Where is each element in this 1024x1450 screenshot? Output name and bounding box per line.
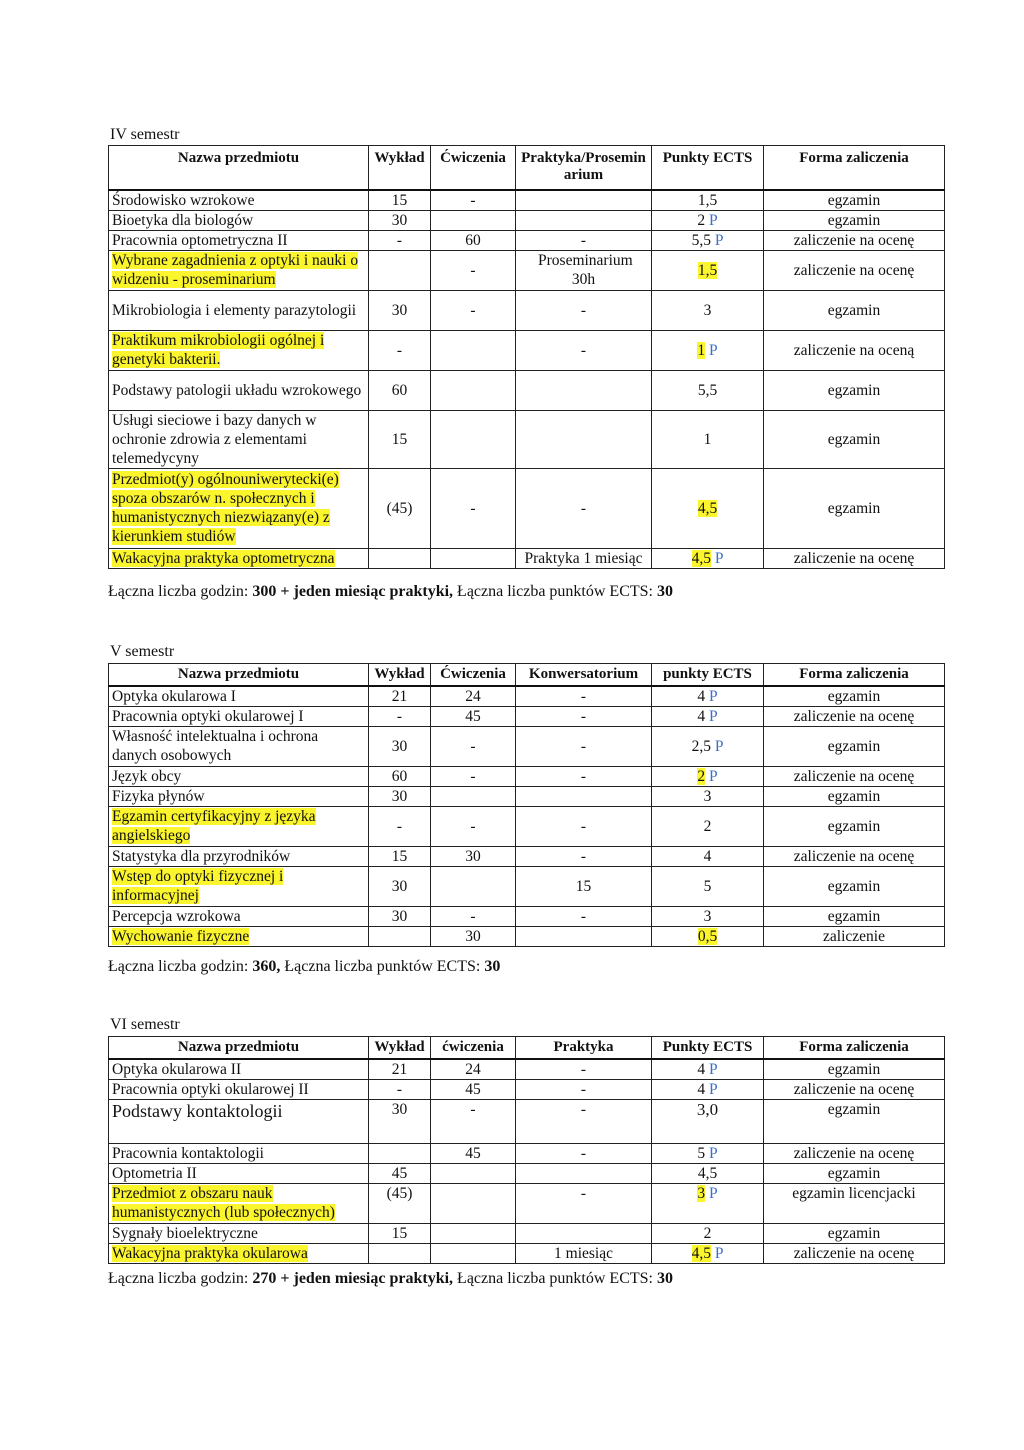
ects-cell bbox=[652, 210, 764, 230]
praktyka-cell: - bbox=[516, 1183, 652, 1223]
cwiczenia-cell: - bbox=[431, 906, 516, 926]
ects-value: 1 bbox=[703, 430, 712, 448]
table-row bbox=[109, 1183, 945, 1223]
ects-cell bbox=[652, 846, 764, 866]
table-row bbox=[109, 846, 945, 866]
ects-cell bbox=[652, 726, 764, 766]
subject-name: Optyka okularowa II bbox=[109, 1059, 369, 1080]
semester-iv-title: IV semestr bbox=[110, 126, 180, 143]
wyklad-cell: - bbox=[369, 1079, 431, 1099]
praktyka-cell: - bbox=[516, 230, 652, 250]
subject-name-text: Wychowanie fizyczne bbox=[112, 927, 250, 945]
forma-cell: egzamin bbox=[764, 468, 945, 548]
summary-hours-value: 300 + jeden miesiąc praktyki, bbox=[252, 583, 454, 600]
subject-name: Bioetyka dla biologów bbox=[109, 210, 369, 230]
cwiczenia-cell bbox=[431, 370, 516, 410]
subject-name: Środowisko wzrokowe bbox=[109, 190, 369, 211]
subject-name-text: Przedmiot z obszaru nauk humanistycznych (lub społecznych) bbox=[112, 1185, 335, 1221]
subject-name bbox=[109, 806, 369, 846]
ects-value: 1,5 bbox=[697, 191, 718, 209]
table-header-row bbox=[109, 146, 945, 190]
ects-value: 5 bbox=[703, 877, 712, 895]
table-row bbox=[109, 370, 945, 410]
table-row bbox=[109, 1243, 945, 1263]
ects-cell bbox=[652, 468, 764, 548]
ects-p-marker: P bbox=[709, 1144, 718, 1162]
semester-v-title: V semestr bbox=[110, 643, 175, 660]
subject-name bbox=[109, 548, 369, 568]
summary-ects-label: Łączna liczba punktów ECTS: bbox=[457, 583, 657, 600]
subject-name: Fizyka płynów bbox=[109, 786, 369, 806]
summary-ects-label: Łączna liczba punktów ECTS: bbox=[457, 1270, 657, 1287]
table-row bbox=[109, 190, 945, 211]
cwiczenia-cell: 24 bbox=[431, 1059, 516, 1080]
ects-cell bbox=[652, 548, 764, 568]
forma-cell: egzamin bbox=[764, 190, 945, 211]
forma-cell: egzamin bbox=[764, 210, 945, 230]
table-row bbox=[109, 706, 945, 726]
ects-value: 5,5 bbox=[697, 381, 718, 399]
forma-cell: egzamin bbox=[764, 410, 945, 468]
summary-ects-value: 30 bbox=[656, 583, 673, 600]
cwiczenia-cell: 24 bbox=[431, 686, 516, 707]
praktyka-cell: 1 miesiąc bbox=[516, 1243, 652, 1263]
wyklad-cell: 45 bbox=[369, 1163, 431, 1183]
forma-cell: egzamin bbox=[764, 1099, 945, 1143]
wyklad-cell: 21 bbox=[369, 686, 431, 707]
table-row bbox=[109, 290, 945, 330]
subject-name: Mikrobiologia i elementy parazytologii bbox=[109, 290, 369, 330]
cwiczenia-cell bbox=[431, 210, 516, 230]
col-header-wyklad: Wykład bbox=[369, 1037, 431, 1059]
semester-vi-summary bbox=[108, 1270, 673, 1288]
ects-value: 2 bbox=[703, 1224, 712, 1242]
ects-cell bbox=[652, 330, 764, 370]
table-row bbox=[109, 766, 945, 786]
cwiczenia-cell: - bbox=[431, 290, 516, 330]
summary-ects-value: 30 bbox=[484, 958, 501, 975]
cwiczenia-cell: - bbox=[431, 468, 516, 548]
cwiczenia-cell: - bbox=[431, 190, 516, 211]
wyklad-cell: - bbox=[369, 806, 431, 846]
cwiczenia-cell bbox=[431, 1163, 516, 1183]
ects-value: 2,5 bbox=[691, 737, 711, 755]
ects-value: 3 bbox=[703, 907, 712, 925]
wyklad-cell bbox=[369, 548, 431, 568]
wyklad-cell: 30 bbox=[369, 866, 431, 906]
ects-cell bbox=[652, 370, 764, 410]
cwiczenia-cell: 45 bbox=[431, 706, 516, 726]
table-row bbox=[109, 250, 945, 290]
ects-value: 3 bbox=[697, 1184, 706, 1202]
table-row bbox=[109, 1099, 945, 1143]
ects-cell bbox=[652, 926, 764, 946]
ects-value: 4 bbox=[697, 687, 706, 705]
wyklad-cell bbox=[369, 1243, 431, 1263]
ects-cell bbox=[652, 806, 764, 846]
cwiczenia-cell: 30 bbox=[431, 926, 516, 946]
col-header-praktyka: Praktyka/Proseminarium bbox=[516, 146, 652, 190]
forma-cell: zaliczenie na ocenę bbox=[764, 766, 945, 786]
forma-cell: egzamin bbox=[764, 906, 945, 926]
forma-cell: zaliczenie na oceną bbox=[764, 330, 945, 370]
ects-cell bbox=[652, 290, 764, 330]
subject-name: Pracownia kontaktologii bbox=[109, 1143, 369, 1163]
praktyka-cell: - bbox=[516, 330, 652, 370]
table-row bbox=[109, 926, 945, 946]
summary-hours-label: Łączna liczba godzin: bbox=[108, 958, 253, 975]
ects-cell bbox=[652, 706, 764, 726]
wyklad-cell: 15 bbox=[369, 410, 431, 468]
forma-cell: egzamin bbox=[764, 290, 945, 330]
forma-cell: zaliczenie na ocenę bbox=[764, 706, 945, 726]
ects-cell bbox=[652, 766, 764, 786]
ects-p-marker: P bbox=[714, 231, 724, 249]
praktyka-cell: - bbox=[516, 1143, 652, 1163]
wyklad-cell: - bbox=[369, 330, 431, 370]
ects-cell bbox=[652, 190, 764, 211]
table-row bbox=[109, 468, 945, 548]
forma-cell: zaliczenie bbox=[764, 926, 945, 946]
konwersatorium-cell: - bbox=[516, 726, 652, 766]
col-header-cwiczenia: Ćwiczenia bbox=[431, 664, 516, 686]
table-row bbox=[109, 410, 945, 468]
semester-iv-summary bbox=[108, 583, 673, 601]
cwiczenia-cell: - bbox=[431, 1099, 516, 1143]
ects-cell bbox=[652, 1059, 764, 1080]
forma-cell: zaliczenie na ocenę bbox=[764, 548, 945, 568]
forma-cell: zaliczenie na ocenę bbox=[764, 250, 945, 290]
ects-value: 5 bbox=[697, 1144, 706, 1162]
praktyka-cell: - bbox=[516, 1059, 652, 1080]
subject-name: Własność intelektualna i ochrona danych osobowych bbox=[109, 726, 369, 766]
forma-cell: egzamin bbox=[764, 1223, 945, 1243]
forma-cell: zaliczenie na ocenę bbox=[764, 1079, 945, 1099]
cwiczenia-cell: 45 bbox=[431, 1143, 516, 1163]
konwersatorium-cell: - bbox=[516, 906, 652, 926]
ects-cell bbox=[652, 1163, 764, 1183]
wyklad-cell: 30 bbox=[369, 1099, 431, 1143]
cwiczenia-cell: - bbox=[431, 250, 516, 290]
ects-cell bbox=[652, 1243, 764, 1263]
subject-name: Podstawy patologii układu wzrokowego bbox=[109, 370, 369, 410]
cwiczenia-cell bbox=[431, 1223, 516, 1243]
forma-cell: egzamin bbox=[764, 1163, 945, 1183]
wyklad-cell: 15 bbox=[369, 846, 431, 866]
ects-p-marker: P bbox=[709, 767, 718, 785]
subject-name bbox=[109, 468, 369, 548]
ects-cell bbox=[652, 686, 764, 707]
ects-value: 3 bbox=[703, 301, 712, 319]
ects-value: 4 bbox=[697, 1080, 706, 1098]
subject-name bbox=[109, 250, 369, 290]
ects-p-marker: P bbox=[709, 1060, 718, 1078]
konwersatorium-cell: - bbox=[516, 686, 652, 707]
table-row bbox=[109, 1163, 945, 1183]
subject-name: Percepcja wzrokowa bbox=[109, 906, 369, 926]
summary-ects-label: Łączna liczba punktów ECTS: bbox=[284, 958, 485, 975]
cwiczenia-cell bbox=[431, 786, 516, 806]
col-header-name: Nazwa przedmiotu bbox=[109, 146, 369, 190]
praktyka-cell: Proseminarium 30h bbox=[516, 250, 652, 290]
wyklad-cell bbox=[369, 926, 431, 946]
praktyka-cell: - bbox=[516, 468, 652, 548]
ects-cell bbox=[652, 1143, 764, 1163]
ects-value: 0,5 bbox=[697, 927, 718, 945]
table-row bbox=[109, 726, 945, 766]
ects-value: 4 bbox=[697, 1060, 706, 1078]
cwiczenia-cell: 60 bbox=[431, 230, 516, 250]
ects-value: 4,5 bbox=[691, 1244, 711, 1262]
forma-cell: zaliczenie na ocenę bbox=[764, 230, 945, 250]
forma-cell: zaliczenie na ocenę bbox=[764, 846, 945, 866]
semester-vi-table bbox=[108, 1036, 945, 1264]
wyklad-cell: 30 bbox=[369, 210, 431, 230]
forma-cell: zaliczenie na ocenę bbox=[764, 1243, 945, 1263]
forma-cell: egzamin bbox=[764, 806, 945, 846]
ects-p-marker: P bbox=[714, 549, 724, 567]
col-header-forma: Forma zaliczenia bbox=[764, 146, 945, 190]
konwersatorium-cell: - bbox=[516, 806, 652, 846]
subject-name: Statystyka dla przyrodników bbox=[109, 846, 369, 866]
ects-value: 2 bbox=[697, 767, 706, 785]
table-row bbox=[109, 1059, 945, 1080]
col-header-cwiczenia: Ćwiczenia bbox=[431, 146, 516, 190]
ects-value: 3,0 bbox=[696, 1099, 719, 1119]
forma-cell: egzamin bbox=[764, 370, 945, 410]
ects-value: 2 bbox=[697, 211, 706, 229]
praktyka-cell bbox=[516, 410, 652, 468]
subject-name bbox=[109, 330, 369, 370]
table-row bbox=[109, 230, 945, 250]
ects-value: 4 bbox=[697, 707, 706, 725]
cwiczenia-cell bbox=[431, 1183, 516, 1223]
praktyka-cell bbox=[516, 370, 652, 410]
ects-cell bbox=[652, 1223, 764, 1243]
table-row bbox=[109, 210, 945, 230]
wyklad-cell: 60 bbox=[369, 766, 431, 786]
summary-ects-value: 30 bbox=[656, 1270, 673, 1287]
forma-cell: egzamin bbox=[764, 786, 945, 806]
ects-p-marker: P bbox=[709, 211, 718, 229]
ects-cell bbox=[652, 906, 764, 926]
cwiczenia-cell: - bbox=[431, 806, 516, 846]
cwiczenia-cell bbox=[431, 1243, 516, 1263]
semester-vi-title: VI semestr bbox=[110, 1016, 180, 1033]
cwiczenia-cell: 45 bbox=[431, 1079, 516, 1099]
cwiczenia-cell: - bbox=[431, 766, 516, 786]
col-header-ects: Punkty ECTS bbox=[652, 1037, 764, 1059]
subject-name: Optyka okularowa I bbox=[109, 686, 369, 707]
forma-cell: egzamin bbox=[764, 726, 945, 766]
semester-v-summary bbox=[108, 958, 500, 976]
subject-name-text: Wstęp do optyki fizycznej i informacyjnej bbox=[112, 868, 284, 904]
praktyka-cell bbox=[516, 1163, 652, 1183]
summary-hours-value: 360, bbox=[252, 958, 281, 975]
cwiczenia-cell: 30 bbox=[431, 846, 516, 866]
table-row bbox=[109, 548, 945, 568]
ects-p-marker: P bbox=[709, 1080, 718, 1098]
subject-name: Pracownia optyki okularowej I bbox=[109, 706, 369, 726]
wyklad-cell: (45) bbox=[369, 1183, 431, 1223]
wyklad-cell: (45) bbox=[369, 468, 431, 548]
ects-p-marker: P bbox=[709, 1184, 718, 1202]
praktyka-cell bbox=[516, 210, 652, 230]
ects-cell bbox=[652, 410, 764, 468]
subject-name: Optometria II bbox=[109, 1163, 369, 1183]
subject-name-text: Wybrane zagadnienia z optyki i nauki o widzeniu - proseminarium bbox=[112, 252, 359, 288]
forma-cell: egzamin licencjacki bbox=[764, 1183, 945, 1223]
ects-value: 4 bbox=[703, 847, 712, 865]
wyklad-cell: 30 bbox=[369, 726, 431, 766]
col-header-name: Nazwa przedmiotu bbox=[109, 664, 369, 686]
konwersatorium-cell: 15 bbox=[516, 866, 652, 906]
konwersatorium-cell: - bbox=[516, 766, 652, 786]
praktyka-cell: - bbox=[516, 290, 652, 330]
table-header-row bbox=[109, 1037, 945, 1059]
ects-cell bbox=[652, 786, 764, 806]
table-row bbox=[109, 686, 945, 707]
table-row bbox=[109, 1223, 945, 1243]
table-row bbox=[109, 806, 945, 846]
col-header-forma: Forma zaliczenia bbox=[764, 1037, 945, 1059]
ects-p-marker: P bbox=[709, 707, 718, 725]
cwiczenia-cell bbox=[431, 330, 516, 370]
praktyka-cell bbox=[516, 1223, 652, 1243]
table-header-row bbox=[109, 664, 945, 686]
wyklad-cell: 30 bbox=[369, 906, 431, 926]
subject-name: Pracownia optometryczna II bbox=[109, 230, 369, 250]
subject-name bbox=[109, 1183, 369, 1223]
ects-value: 5,5 bbox=[691, 231, 711, 249]
table-row bbox=[109, 866, 945, 906]
wyklad-cell bbox=[369, 250, 431, 290]
col-header-ects: Punkty ECTS bbox=[652, 146, 764, 190]
ects-value: 4,5 bbox=[691, 549, 711, 567]
table-row bbox=[109, 1079, 945, 1099]
subject-name bbox=[109, 866, 369, 906]
konwersatorium-cell: - bbox=[516, 706, 652, 726]
konwersatorium-cell: - bbox=[516, 846, 652, 866]
ects-value: 2 bbox=[703, 817, 712, 835]
subject-name: Język obcy bbox=[109, 766, 369, 786]
semester-v-table bbox=[108, 663, 945, 947]
subject-name-text: Wakacyjna praktyka optometryczna bbox=[112, 549, 335, 567]
subject-name-text: Wakacyjna praktyka okularowa bbox=[112, 1244, 308, 1262]
table-row bbox=[109, 1143, 945, 1163]
ects-value: 1,5 bbox=[697, 261, 718, 279]
ects-value: 3 bbox=[703, 787, 712, 805]
forma-cell: egzamin bbox=[764, 866, 945, 906]
wyklad-cell: 60 bbox=[369, 370, 431, 410]
ects-value: 1 bbox=[697, 341, 706, 359]
wyklad-cell: - bbox=[369, 230, 431, 250]
wyklad-cell: - bbox=[369, 706, 431, 726]
konwersatorium-cell bbox=[516, 786, 652, 806]
summary-hours-label: Łączna liczba godzin: bbox=[108, 583, 253, 600]
cwiczenia-cell bbox=[431, 410, 516, 468]
forma-cell: egzamin bbox=[764, 686, 945, 707]
subject-name: Sygnały bioelektryczne bbox=[109, 1223, 369, 1243]
ects-p-marker: P bbox=[714, 1244, 724, 1262]
col-header-wyklad: Wykład bbox=[369, 664, 431, 686]
col-header-name: Nazwa przedmiotu bbox=[109, 1037, 369, 1059]
praktyka-cell: - bbox=[516, 1099, 652, 1143]
subject-name bbox=[109, 926, 369, 946]
col-header-konwersatorium: Konwersatorium bbox=[516, 664, 652, 686]
ects-value: 4,5 bbox=[697, 499, 718, 517]
subject-name-text: Przedmiot(y) ogólnouniwerytecki(e) spoza obszarów n. społecznych i humanistycznych niezwiązany(e) z kierunkiem studiów bbox=[112, 471, 339, 545]
cwiczenia-cell bbox=[431, 548, 516, 568]
ects-p-marker: P bbox=[714, 737, 724, 755]
col-header-wyklad: Wykład bbox=[369, 146, 431, 190]
col-header-cwiczenia: ćwiczenia bbox=[431, 1037, 516, 1059]
semester-iv-table bbox=[108, 145, 945, 569]
cwiczenia-cell bbox=[431, 866, 516, 906]
wyklad-cell: 15 bbox=[369, 1223, 431, 1243]
wyklad-cell: 30 bbox=[369, 786, 431, 806]
subject-name-text: Praktikum mikrobiologii ogólnej i genetyki bakterii. bbox=[112, 332, 325, 368]
table-row bbox=[109, 786, 945, 806]
subject-name-text: Egzamin certyfikacyjny z języka angielskiego bbox=[112, 808, 316, 844]
col-header-praktyka: Praktyka bbox=[516, 1037, 652, 1059]
col-header-ects: punkty ECTS bbox=[652, 664, 764, 686]
ects-cell bbox=[652, 866, 764, 906]
col-header-forma: Forma zaliczenia bbox=[764, 664, 945, 686]
subject-name: Pracownia optyki okularowej II bbox=[109, 1079, 369, 1099]
table-row bbox=[109, 906, 945, 926]
subject-name: Usługi sieciowe i bazy danych w ochronie zdrowia z elementami telemedycyny bbox=[109, 410, 369, 468]
ects-cell bbox=[652, 1183, 764, 1223]
subject-name bbox=[109, 1243, 369, 1263]
praktyka-cell bbox=[516, 190, 652, 211]
ects-cell bbox=[652, 250, 764, 290]
ects-cell bbox=[652, 230, 764, 250]
summary-hours-label: Łączna liczba godzin: bbox=[108, 1270, 253, 1287]
cwiczenia-cell: - bbox=[431, 726, 516, 766]
table-row bbox=[109, 330, 945, 370]
konwersatorium-cell bbox=[516, 926, 652, 946]
summary-hours-value: 270 + jeden miesiąc praktyki, bbox=[252, 1270, 454, 1287]
wyklad-cell: 15 bbox=[369, 190, 431, 211]
praktyka-cell: - bbox=[516, 1079, 652, 1099]
praktyka-cell: Praktyka 1 miesiąc bbox=[516, 548, 652, 568]
subject-name: Podstawy kontaktologii bbox=[109, 1099, 369, 1143]
ects-p-marker: P bbox=[709, 341, 718, 359]
ects-cell bbox=[652, 1079, 764, 1099]
forma-cell: egzamin bbox=[764, 1059, 945, 1080]
wyklad-cell: 21 bbox=[369, 1059, 431, 1080]
wyklad-cell bbox=[369, 1143, 431, 1163]
ects-p-marker: P bbox=[709, 687, 718, 705]
wyklad-cell: 30 bbox=[369, 290, 431, 330]
ects-value: 4,5 bbox=[697, 1164, 718, 1182]
forma-cell: zaliczenie na ocenę bbox=[764, 1143, 945, 1163]
ects-cell bbox=[652, 1099, 764, 1143]
